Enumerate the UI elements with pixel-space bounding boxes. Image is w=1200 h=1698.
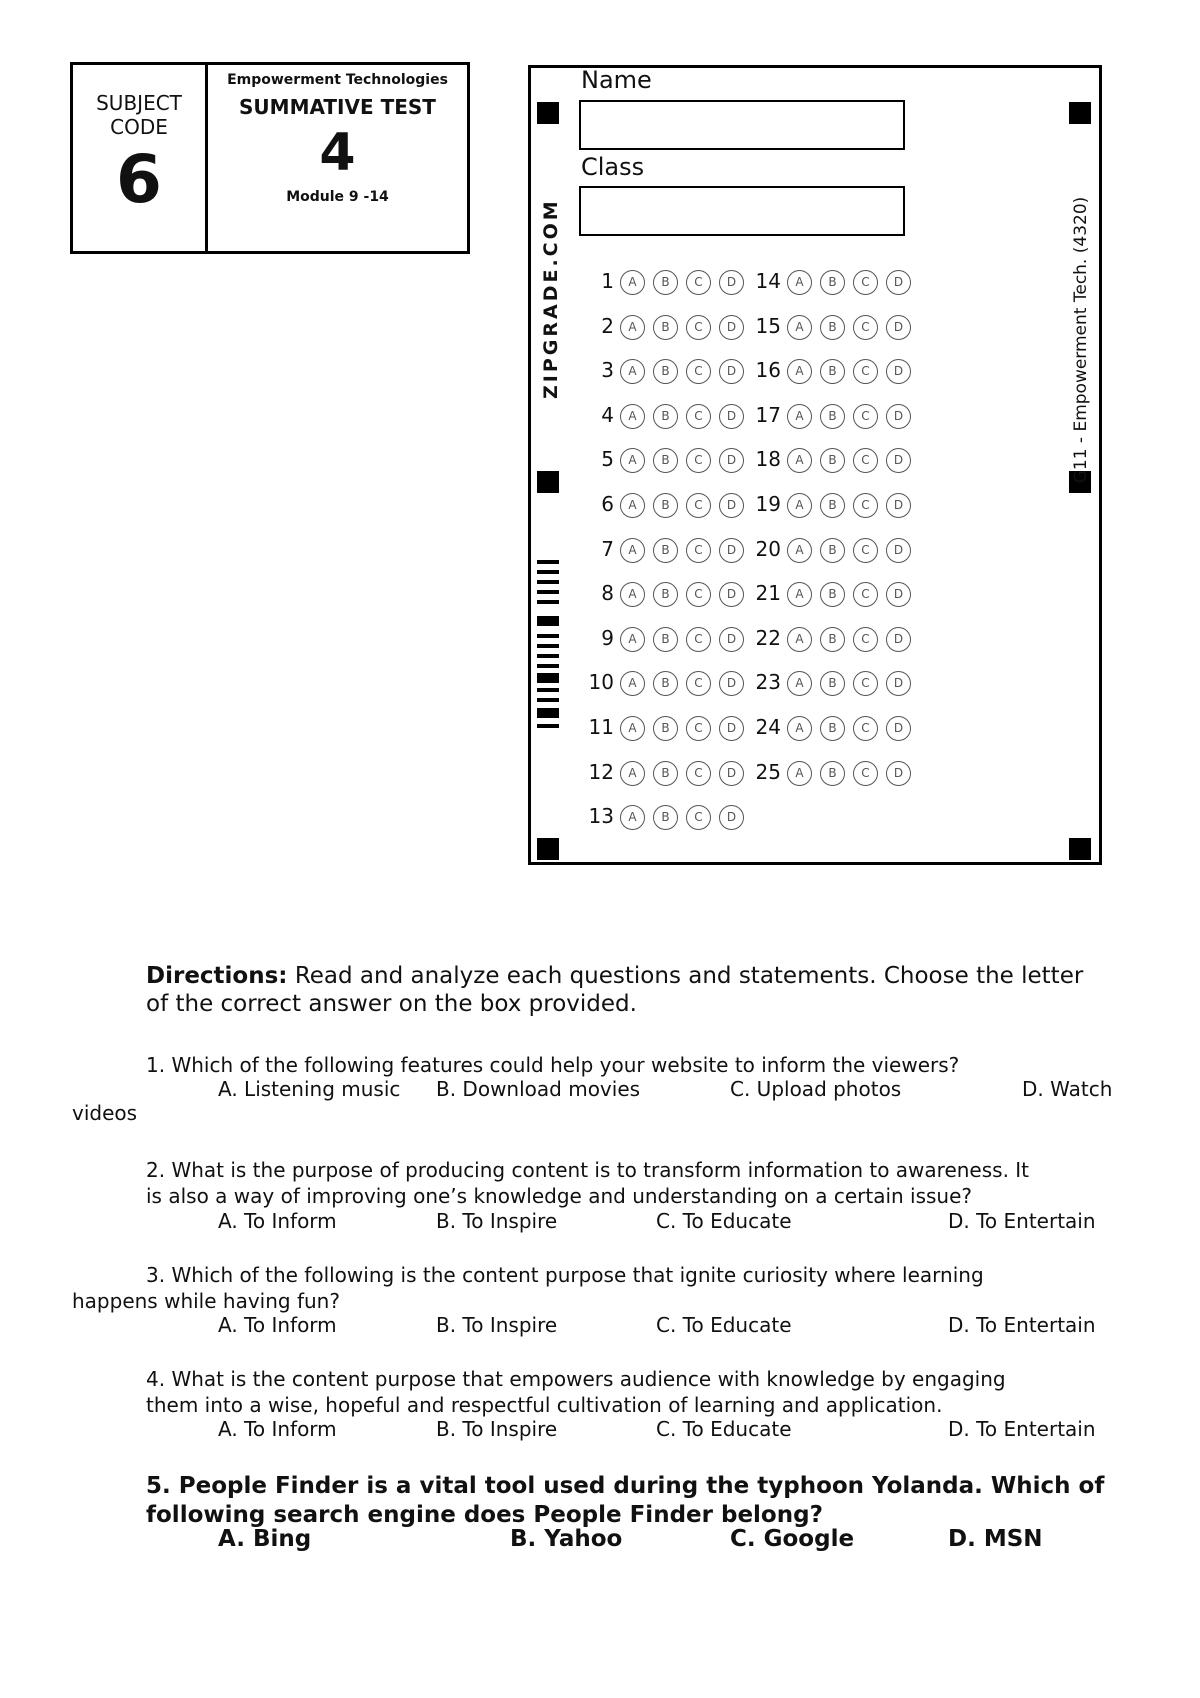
answer-bubble-d[interactable]: D [719, 627, 744, 652]
answer-bubble-b[interactable]: B [820, 359, 845, 384]
timing-mark [537, 688, 559, 692]
answer-row-number: 12 [588, 760, 614, 784]
answer-row-number: 10 [588, 670, 614, 694]
timing-mark [537, 654, 559, 658]
registration-mark [537, 838, 559, 860]
answer-bubble-d[interactable]: D [886, 627, 911, 652]
answer-bubble-b[interactable]: B [820, 270, 845, 295]
timing-mark [537, 590, 559, 594]
answer-bubble-a[interactable]: A [620, 404, 645, 429]
answer-bubble-d[interactable]: D [719, 805, 744, 830]
answer-bubble-b[interactable]: B [653, 270, 678, 295]
answer-bubble-a[interactable]: A [620, 582, 645, 607]
answer-bubble-d[interactable]: D [719, 404, 744, 429]
answer-bubble-b[interactable]: B [820, 538, 845, 563]
registration-mark [1069, 102, 1091, 124]
directions [146, 962, 1086, 1018]
answer-bubble-a[interactable]: A [620, 315, 645, 340]
option-b: B. Yahoo [510, 1526, 623, 1552]
answer-bubble-d[interactable]: D [719, 448, 744, 473]
class-label: Class [581, 153, 645, 181]
answer-bubble-c[interactable]: C [686, 493, 711, 518]
option-b: B. To Inspire [436, 1209, 558, 1233]
option-b: B. To Inspire [436, 1417, 558, 1441]
answer-bubble-a[interactable]: A [620, 359, 645, 384]
answer-bubble-a[interactable]: A [620, 716, 645, 741]
answer-bubble-c[interactable]: C [686, 671, 711, 696]
answer-bubble-c[interactable]: C [853, 493, 878, 518]
timing-mark [537, 664, 559, 668]
directions-text: Read and analyze each questions and statements. Choose the letter of the correct answer on the box provided. [146, 963, 1084, 1017]
answer-row-number: 13 [588, 804, 614, 828]
option-d-wrap: videos [72, 1101, 138, 1125]
answer-bubble-d[interactable]: D [719, 270, 744, 295]
answer-bubble-b[interactable]: B [820, 761, 845, 786]
name-field[interactable] [579, 100, 905, 150]
answer-bubble-b[interactable]: B [820, 404, 845, 429]
option-c: C. To Educate [656, 1209, 792, 1233]
timing-mark [537, 634, 559, 638]
answer-bubble-a[interactable]: A [787, 761, 812, 786]
answer-bubble-b[interactable]: B [653, 805, 678, 830]
option-d: D. To Entertain [948, 1209, 1096, 1233]
subject-code-label: SUBJECT CODE [96, 91, 182, 139]
directions-label: Directions: [146, 963, 288, 989]
answer-bubble-b[interactable]: B [653, 761, 678, 786]
answer-row-number: 21 [755, 581, 781, 605]
answer-row-number: 19 [755, 492, 781, 516]
question-text-2: them into a wise, hopeful and respectful cultivation of learning and application. [146, 1393, 943, 1417]
answer-bubble-d[interactable]: D [719, 315, 744, 340]
answer-bubble-b[interactable]: B [820, 493, 845, 518]
answer-bubble-a[interactable]: A [787, 716, 812, 741]
answer-bubble-c[interactable]: C [853, 627, 878, 652]
question-text: 1. Which of the following features could help your website to inform the viewers? [146, 1053, 960, 1077]
timing-mark [537, 673, 559, 683]
answer-bubble-c[interactable]: C [686, 805, 711, 830]
option-a: A. To Inform [218, 1209, 337, 1233]
answer-bubble-a[interactable]: A [787, 404, 812, 429]
answer-bubble-c[interactable]: C [686, 582, 711, 607]
option-c: C. Google [730, 1526, 855, 1552]
question-2 [72, 1157, 1132, 1209]
answer-bubble-c[interactable]: C [686, 627, 711, 652]
answer-bubble-a[interactable]: A [787, 448, 812, 473]
answer-bubble-c[interactable]: C [686, 359, 711, 384]
registration-mark [537, 471, 559, 493]
answer-bubble-c[interactable]: C [686, 315, 711, 340]
timing-mark [537, 616, 559, 626]
question-3 [72, 1262, 1132, 1314]
answer-bubble-c[interactable]: C [686, 538, 711, 563]
answer-row-number: 9 [601, 626, 614, 650]
answer-bubble-a[interactable]: A [620, 805, 645, 830]
zipgrade-brand: ZIPGRADE.COM [540, 198, 562, 399]
answer-bubble-c[interactable]: C [853, 761, 878, 786]
answer-bubble-d[interactable]: D [719, 582, 744, 607]
answer-bubble-b[interactable]: B [653, 716, 678, 741]
answer-bubble-c[interactable]: C [853, 538, 878, 563]
registration-mark [1069, 838, 1091, 860]
option-a: A. Bing [218, 1526, 312, 1552]
answer-bubble-b[interactable]: B [653, 448, 678, 473]
name-label: Name [581, 66, 652, 94]
timing-mark [537, 560, 559, 564]
option-c: C. To Educate [656, 1313, 792, 1337]
answer-bubble-d[interactable]: D [886, 448, 911, 473]
answer-bubble-c[interactable]: C [853, 359, 878, 384]
answer-bubble-c[interactable]: C [686, 716, 711, 741]
answer-bubble-a[interactable]: A [787, 315, 812, 340]
question-text-2: following search engine does People Finder belong? [146, 1502, 823, 1528]
answer-bubble-d[interactable]: D [886, 404, 911, 429]
answer-bubble-b[interactable]: B [653, 538, 678, 563]
answer-bubble-b[interactable]: B [653, 404, 678, 429]
answer-bubble-d[interactable]: D [886, 493, 911, 518]
answer-bubble-d[interactable]: D [886, 582, 911, 607]
timing-mark [537, 570, 559, 574]
answer-bubble-c[interactable]: C [686, 761, 711, 786]
subject-code-box [70, 62, 470, 254]
option-b: B. To Inspire [436, 1313, 558, 1337]
answer-bubble-a[interactable]: A [787, 538, 812, 563]
answer-bubble-d[interactable]: D [886, 671, 911, 696]
answer-bubble-a[interactable]: A [620, 448, 645, 473]
answer-bubble-b[interactable]: B [653, 359, 678, 384]
answer-row-number: 24 [755, 715, 781, 739]
answer-row-number: 5 [601, 447, 614, 471]
question-text: 2. What is the purpose of producing content is to transform information to awareness. It [146, 1158, 1030, 1182]
answer-bubble-b[interactable]: B [653, 493, 678, 518]
answer-row-number: 15 [755, 314, 781, 338]
answer-row-number: 20 [755, 537, 781, 561]
answer-bubble-a[interactable]: A [787, 582, 812, 607]
module-range: Module 9 -14 [286, 189, 389, 205]
answer-bubble-d[interactable]: D [719, 359, 744, 384]
option-c: C. Upload photos [730, 1077, 902, 1101]
answer-bubble-d[interactable]: D [719, 493, 744, 518]
answer-row-number: 3 [601, 358, 614, 382]
answer-bubble-a[interactable]: A [787, 671, 812, 696]
answer-row-number: 7 [601, 537, 614, 561]
option-a: A. To Inform [218, 1417, 337, 1441]
question-text-2: happens while having fun? [72, 1289, 340, 1313]
question-4 [72, 1366, 1132, 1418]
answer-bubble-d[interactable]: D [886, 270, 911, 295]
question-text: 5. People Finder is a vital tool used during the typhoon Yolanda. Which of [146, 1473, 1105, 1499]
option-d: D. To Entertain [948, 1313, 1096, 1337]
answer-row-number: 2 [601, 314, 614, 338]
timing-mark [537, 708, 559, 718]
answer-bubble-a[interactable]: A [620, 493, 645, 518]
answer-bubble-b[interactable]: B [820, 627, 845, 652]
subject-name: Empowerment Technologies [227, 72, 448, 88]
subject-code-panel [73, 65, 208, 251]
answer-bubble-d[interactable]: D [719, 716, 744, 741]
answer-row-number: 25 [755, 760, 781, 784]
answer-bubble-b[interactable]: B [820, 582, 845, 607]
answer-bubble-d[interactable]: D [886, 716, 911, 741]
sheet-side-label: G11 - Empowerment Tech. (4320) [1071, 196, 1091, 484]
answer-bubble-c[interactable]: C [853, 582, 878, 607]
answer-bubble-c[interactable]: C [853, 671, 878, 696]
timing-mark [537, 580, 559, 584]
answer-bubble-d[interactable]: D [719, 761, 744, 786]
answer-bubble-c[interactable]: C [853, 404, 878, 429]
registration-mark [537, 102, 559, 124]
question-1 [72, 1052, 1132, 1078]
timing-mark [537, 600, 559, 604]
answer-bubble-b[interactable]: B [820, 315, 845, 340]
answer-bubble-b[interactable]: B [820, 716, 845, 741]
test-number: 4 [319, 123, 356, 183]
answer-bubble-a[interactable]: A [620, 538, 645, 563]
answer-bubble-c[interactable]: C [686, 404, 711, 429]
class-field[interactable] [579, 186, 905, 236]
answer-bubble-a[interactable]: A [787, 359, 812, 384]
answer-bubble-a[interactable]: A [787, 493, 812, 518]
answer-bubble-d[interactable]: D [886, 538, 911, 563]
option-d: D. MSN [948, 1526, 1043, 1552]
answer-row-number: 8 [601, 581, 614, 605]
answer-bubble-c[interactable]: C [686, 270, 711, 295]
answer-row-number: 4 [601, 403, 614, 427]
option-c: C. To Educate [656, 1417, 792, 1441]
answer-bubble-c[interactable]: C [853, 716, 878, 741]
answer-bubble-b[interactable]: B [653, 671, 678, 696]
answer-row-number: 23 [755, 670, 781, 694]
answer-bubble-d[interactable]: D [886, 315, 911, 340]
answer-bubble-a[interactable]: A [787, 270, 812, 295]
answer-bubble-d[interactable]: D [719, 671, 744, 696]
answer-row-number: 22 [755, 626, 781, 650]
answer-bubble-a[interactable]: A [620, 671, 645, 696]
answer-bubble-b[interactable]: B [820, 448, 845, 473]
answer-bubble-d[interactable]: D [886, 359, 911, 384]
answer-row-number: 6 [601, 492, 614, 516]
answer-bubble-c[interactable]: C [853, 315, 878, 340]
option-a: A. To Inform [218, 1313, 337, 1337]
answer-row-number: 18 [755, 447, 781, 471]
answer-bubble-a[interactable]: A [620, 761, 645, 786]
option-d: D. Watch [1022, 1077, 1113, 1101]
answer-bubble-b[interactable]: B [653, 315, 678, 340]
option-b: B. Download movies [436, 1077, 641, 1101]
answer-bubble-b[interactable]: B [820, 671, 845, 696]
answer-bubble-c[interactable]: C [853, 270, 878, 295]
question-text-2: is also a way of improving one’s knowledge and understanding on a certain issue? [146, 1184, 973, 1208]
option-a: A. Listening music [218, 1077, 401, 1101]
question-5 [72, 1472, 1132, 1530]
answer-bubble-b[interactable]: B [653, 627, 678, 652]
question-text: 3. Which of the following is the content purpose that ignite curiosity where learning [146, 1263, 984, 1287]
answer-bubble-a[interactable]: A [787, 627, 812, 652]
answer-row-number: 1 [601, 269, 614, 293]
test-title: SUMMATIVE TEST [239, 95, 436, 119]
answer-bubble-c[interactable]: C [686, 448, 711, 473]
timing-mark [537, 644, 559, 648]
answer-bubble-d[interactable]: D [886, 761, 911, 786]
answer-bubble-d[interactable]: D [719, 538, 744, 563]
question-text: 4. What is the content purpose that empowers audience with knowledge by engaging [146, 1367, 1006, 1391]
answer-bubble-c[interactable]: C [853, 448, 878, 473]
answer-bubble-a[interactable]: A [620, 627, 645, 652]
subject-code-number: 6 [116, 141, 162, 218]
answer-row-number: 16 [755, 358, 781, 382]
answer-bubble-a[interactable]: A [620, 270, 645, 295]
timing-mark [537, 698, 559, 702]
answer-row-number: 11 [588, 715, 614, 739]
option-d: D. To Entertain [948, 1417, 1096, 1441]
timing-mark [537, 724, 559, 728]
answer-bubble-b[interactable]: B [653, 582, 678, 607]
answer-row-number: 14 [755, 269, 781, 293]
test-info-panel [208, 65, 467, 251]
zipgrade-answer-sheet [528, 65, 1102, 865]
answer-row-number: 17 [755, 403, 781, 427]
